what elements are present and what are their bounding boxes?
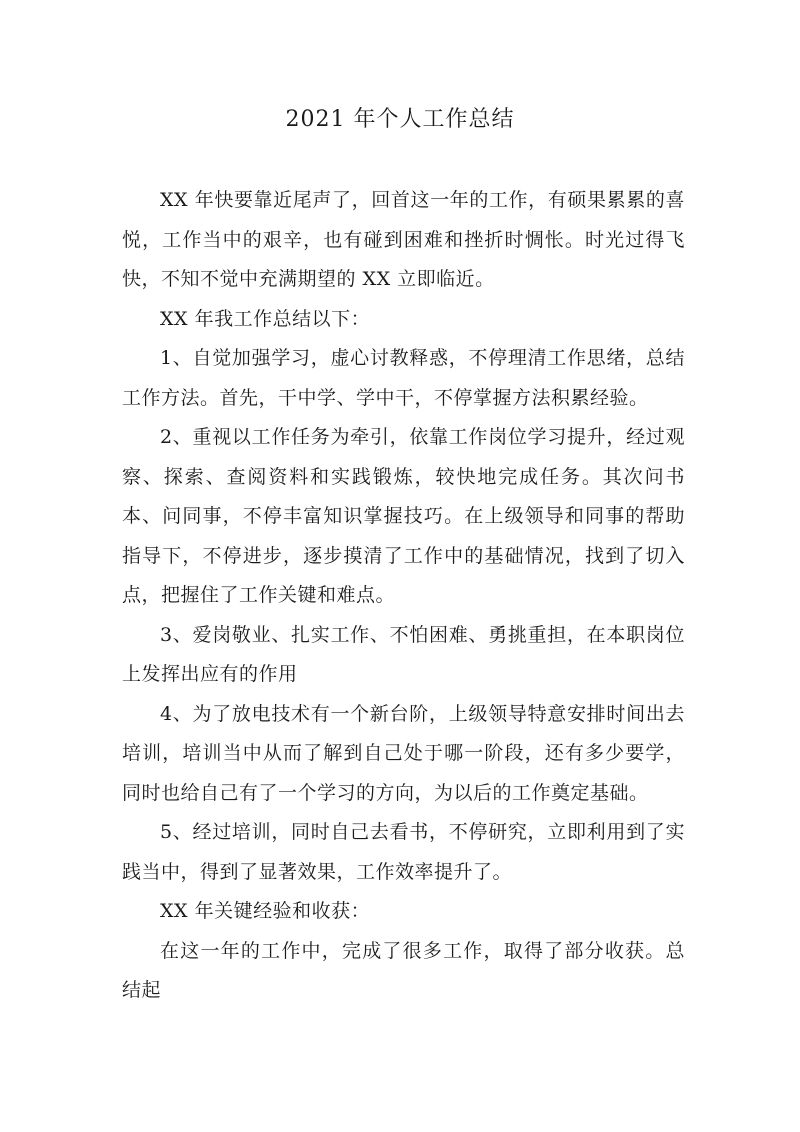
document-title: 2021 年个人工作总结 (285, 107, 515, 132)
document-body (122, 181, 685, 1011)
paragraph-item-5: 5、经过培训，同时自己去看书，不停研究，立即利用到了实践当中，得到了显著效果，工作效率提升了。 (122, 821, 685, 883)
paragraph-experience-heading: XX 年关键经验和收获： (160, 900, 371, 922)
paragraph-item-1: 1、自觉加强学习，虚心讨教释惑，不停理清工作思绪，总结工作方法。首先，干中学、学中干，不停掌握方法积累经验。 (122, 347, 685, 409)
paragraph-item-2: 2、重视以工作任务为牵引，依靠工作岗位学习提升，经过观察、探索、查阅资料和实践锻炼，较快地完成任务。其次问书本、问同事，不停丰富知识掌握技巧。在上级领导和同事的帮助指导下，不停进步，逐步摸清了工作中的基础情况，找到了切入点，把握住了工作关键和难点。 (122, 426, 685, 606)
paragraph-summary-heading: XX 年我工作总结以下： (160, 307, 371, 330)
paragraph-experience-body: 在这一年的工作中，完成了很多工作，取得了部分收获。总结起 (122, 939, 685, 1001)
paragraph-intro: XX 年快要靠近尾声了，回首这一年的工作，有硕果累累的喜悦，工作当中的艰辛，也有碰到困难和挫折时惆怅。时光过得飞快，不知不觉中充满期望的 XX 立即临近。 (122, 189, 685, 290)
paragraph-item-4: 4、为了放电技术有一个新台阶，上级领导特意安排时间出去培训，培训当中从而了解到自己处于哪一阶段，还有多少要学，同时也给自己有了一个学习的方向，为以后的工作奠定基础。 (122, 702, 685, 804)
paragraph-item-3: 3、爱岗敬业、扎实工作、不怕困难、勇挑重担，在本职岗位上发挥出应有的作用 (122, 623, 685, 685)
